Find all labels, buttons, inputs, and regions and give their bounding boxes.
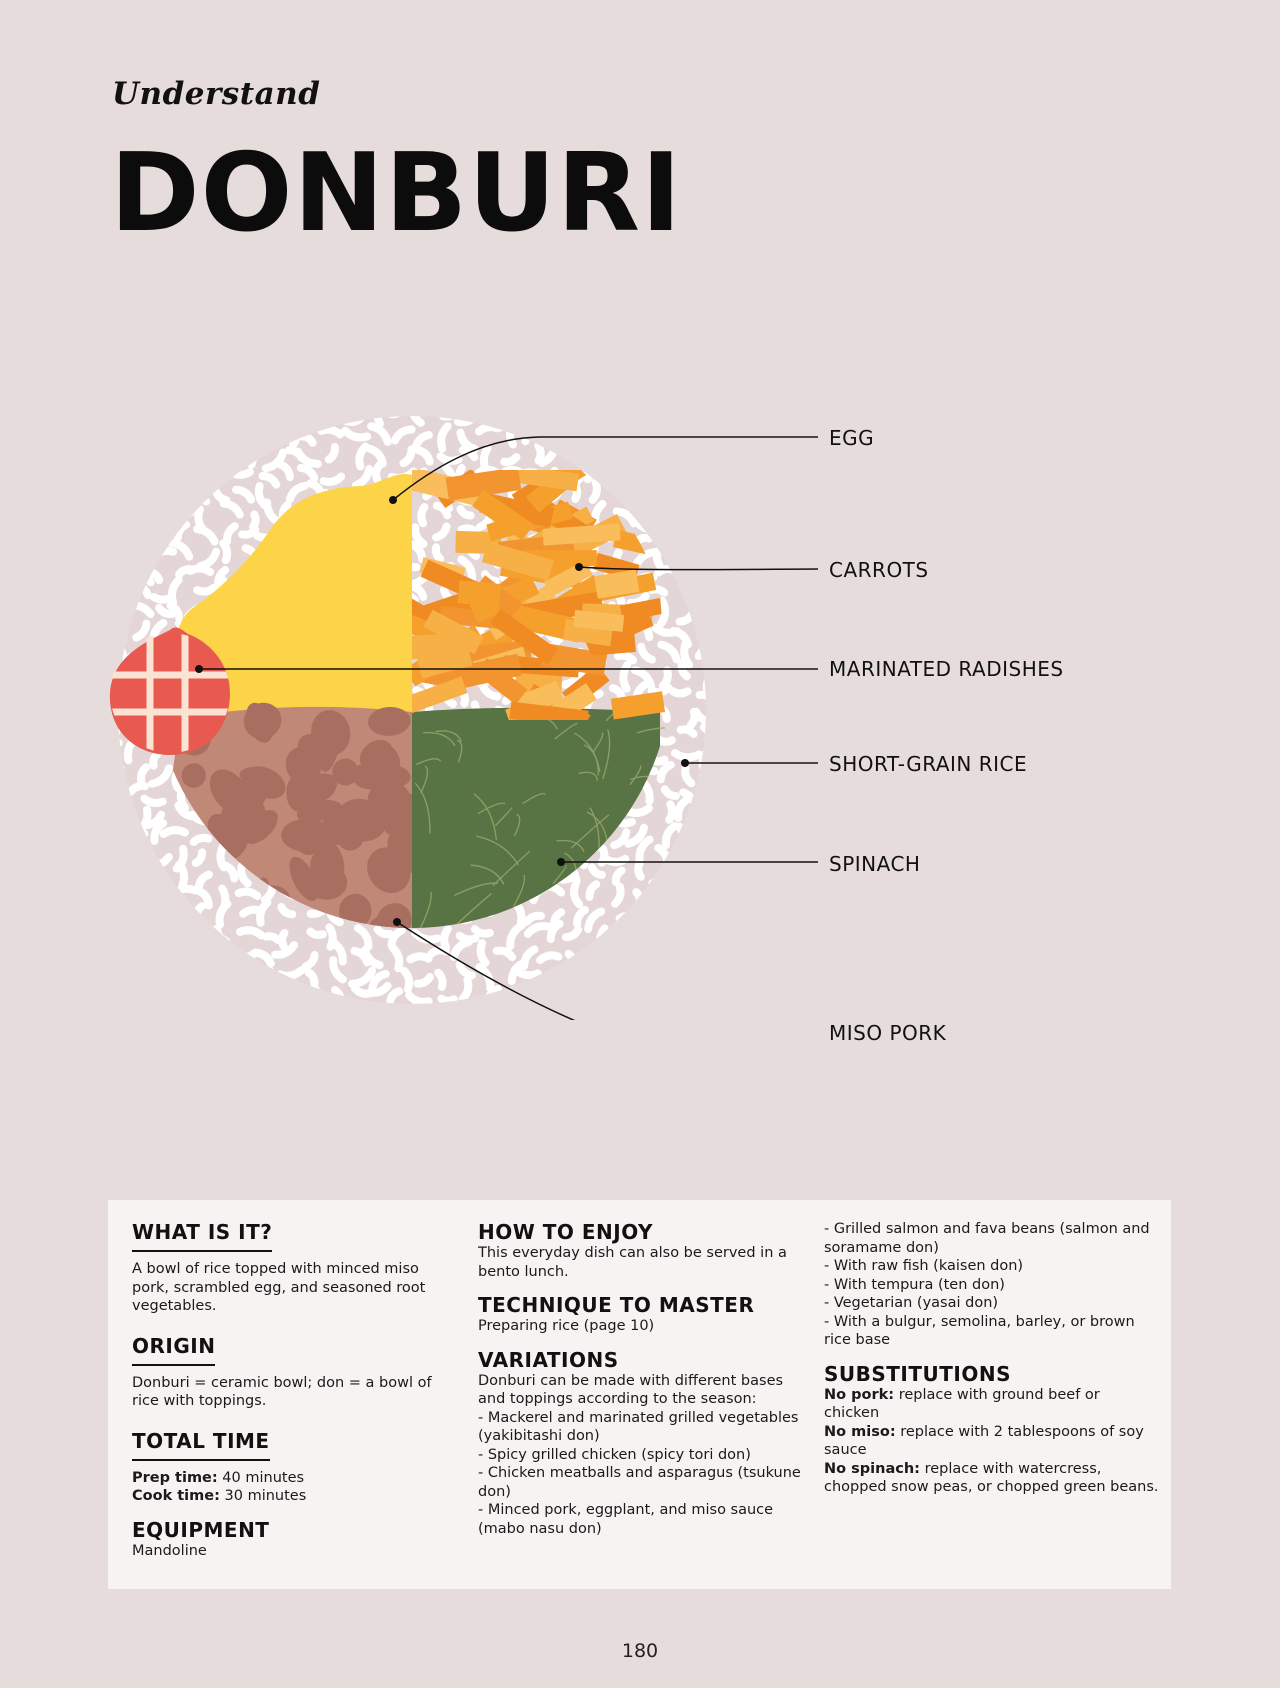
rice-grain xyxy=(710,990,720,998)
rice-grain xyxy=(697,476,708,486)
variations-list-a xyxy=(478,1409,813,1539)
rice-grain xyxy=(629,486,645,497)
variations-list-b xyxy=(824,1220,1159,1350)
rice-grain xyxy=(704,727,713,743)
label-short-grain-rice: SHORT-GRAIN RICE xyxy=(829,752,1028,776)
rice-grain xyxy=(321,430,340,435)
rice-grain xyxy=(221,446,229,458)
rice-grain xyxy=(377,404,381,424)
rice-grain xyxy=(223,944,226,966)
rice-grain xyxy=(551,972,558,983)
rice-grain xyxy=(690,886,695,907)
rice-grain xyxy=(253,514,256,527)
rice-grain xyxy=(633,996,652,1001)
rice-grain xyxy=(576,425,582,438)
rice-grain xyxy=(173,905,183,921)
rice-grain xyxy=(98,985,118,992)
rice-grain xyxy=(593,482,597,500)
rice-grain xyxy=(644,974,651,985)
rice-grain xyxy=(638,864,641,877)
carrot-stick xyxy=(458,580,502,607)
rice-grain xyxy=(592,430,597,441)
rice-grain xyxy=(264,409,271,423)
rice-grain xyxy=(650,975,670,986)
substitution-item: No pork: replace with ground beef or chicken xyxy=(824,1386,1100,1421)
rice-grain xyxy=(569,954,590,962)
rice-grain xyxy=(657,551,660,566)
rice-grain xyxy=(131,473,152,483)
rice-grain xyxy=(552,402,559,417)
rice-grain xyxy=(652,453,664,457)
rice-grain xyxy=(236,431,257,435)
rice-grain xyxy=(175,448,185,456)
rice-grain xyxy=(673,691,688,693)
rice-grain xyxy=(608,972,620,978)
rice-grain xyxy=(678,976,699,983)
rice-grain xyxy=(126,410,146,421)
rice-grain xyxy=(114,836,125,843)
rice-grain xyxy=(678,469,693,472)
rice-grain xyxy=(438,973,442,987)
rice-grain xyxy=(680,536,694,539)
rice-grain xyxy=(315,988,318,1002)
rice-grain xyxy=(612,408,632,421)
page-title: DONBURI xyxy=(110,131,683,256)
rice-grain xyxy=(634,929,644,949)
rice-grain xyxy=(262,428,274,448)
rice-grain xyxy=(683,929,696,932)
rice-grain xyxy=(689,590,699,601)
list-item: - With tempura (ten don) xyxy=(824,1276,1005,1293)
rice-grain xyxy=(128,892,148,897)
rice-grain xyxy=(443,410,460,417)
rice-grain xyxy=(174,426,177,441)
origin-text: Donburi = ceramic bowl; don = a bowl of rice with toppings. xyxy=(132,1374,432,1409)
rice-grain xyxy=(673,554,691,559)
rice-grain xyxy=(161,527,167,543)
rice-grain xyxy=(412,405,420,423)
rice-grain xyxy=(110,732,116,743)
rice-grain xyxy=(703,817,714,822)
rice-grain xyxy=(335,990,341,1004)
rice-grain xyxy=(588,468,605,479)
rice-grain xyxy=(110,612,122,622)
rice-grain xyxy=(143,946,165,956)
technique-text: Preparing rice (page 10) xyxy=(478,1318,655,1334)
rice-grain xyxy=(703,486,719,496)
list-item: - With a bulgur, semolina, barley, or brown rice base xyxy=(824,1313,1135,1348)
substitution-item: No miso: replace with 2 tablespoons of soy sauce xyxy=(824,1423,1144,1458)
rice-grain xyxy=(702,968,708,980)
rice-grain xyxy=(690,994,697,1008)
rice-grain xyxy=(705,833,716,845)
rice-grain xyxy=(122,849,141,856)
rice-grain xyxy=(218,986,222,1004)
rice-grain xyxy=(212,466,223,477)
equipment-heading: EQUIPMENT xyxy=(132,1517,270,1542)
substitutions-heading: SUBSTITUTIONS xyxy=(824,1361,1011,1386)
rice-grain xyxy=(310,932,323,935)
rice-grain xyxy=(282,986,288,999)
rice-grain xyxy=(144,799,162,803)
rice-grain xyxy=(682,446,695,454)
what-text: A bowl of rice topped with minced miso pork, scrambled egg, and seasoned root vegetables. xyxy=(132,1261,426,1314)
rice-grain xyxy=(636,892,640,904)
rice-grain xyxy=(109,411,120,421)
rice-grain xyxy=(156,886,169,898)
rice-grain xyxy=(232,472,250,475)
rice-grain xyxy=(105,768,121,777)
list-item: - Grilled salmon and fava beans (salmon and soramame don) xyxy=(824,1221,1150,1256)
rice-grain xyxy=(441,999,454,1001)
rice-grain xyxy=(151,478,155,500)
enjoy-heading: HOW TO ENJOY xyxy=(478,1220,653,1244)
rice-grain xyxy=(159,966,170,981)
rice-grain xyxy=(701,952,715,958)
rice-grain xyxy=(129,934,133,946)
rice-grain xyxy=(147,468,157,476)
rice-grain xyxy=(611,452,624,458)
rice-grain xyxy=(104,525,117,541)
rice-grain xyxy=(404,971,409,989)
total-time-heading: TOTAL TIME xyxy=(132,1429,270,1461)
rice-grain xyxy=(656,913,677,920)
rice-grain xyxy=(654,491,671,500)
rice-grain xyxy=(444,929,448,947)
rice-grain xyxy=(677,401,683,421)
rice-grain xyxy=(569,404,577,423)
rice-grain xyxy=(170,948,181,960)
section-kicker: Understand xyxy=(112,76,321,112)
rice-grain xyxy=(178,986,185,1008)
rice-grain xyxy=(164,830,185,834)
rice-grain xyxy=(154,872,163,883)
rice-grain xyxy=(152,981,164,999)
rice-grain xyxy=(664,529,666,543)
rice-grain xyxy=(202,951,208,963)
rice-grain xyxy=(110,643,124,658)
rice-grain xyxy=(282,933,284,946)
rice-grain xyxy=(575,455,587,459)
rice-grain xyxy=(124,919,138,922)
rice-grain xyxy=(179,462,187,484)
rice-grain xyxy=(231,953,254,957)
enjoy-text: This everyday dish can also be served in a bento lunch. xyxy=(478,1245,787,1280)
variations-intro: Donburi can be made with different bases and toppings according to the season: xyxy=(478,1372,784,1407)
rice-grain xyxy=(190,568,210,571)
rice-grain xyxy=(538,446,540,461)
rice-grain xyxy=(707,926,713,944)
rice-grain xyxy=(686,908,690,924)
rice-grain xyxy=(236,974,248,979)
rice-grain xyxy=(157,421,162,439)
rice-grain xyxy=(705,904,717,920)
rice-grain xyxy=(157,911,172,920)
rice-grain xyxy=(710,550,719,560)
info-column-2 xyxy=(478,1220,813,1538)
rice-grain xyxy=(135,944,146,963)
rice-grain xyxy=(112,630,123,640)
label-egg: EGG xyxy=(829,426,875,450)
rice-grain xyxy=(158,403,164,424)
rice-grain xyxy=(656,890,659,909)
rice-grain xyxy=(223,543,227,560)
rice-grain xyxy=(104,564,123,575)
rice-grain xyxy=(706,631,715,648)
rice-grain xyxy=(170,931,183,945)
rice-grain xyxy=(153,754,157,766)
rice-grain xyxy=(673,509,687,517)
donburi-illustration xyxy=(0,380,1280,1020)
rice-grain xyxy=(703,577,721,581)
rice-grain xyxy=(115,793,121,808)
rice-grain xyxy=(475,929,490,933)
info-column-1 xyxy=(132,1220,432,1560)
rice-grain xyxy=(616,953,634,966)
rice-grain xyxy=(541,994,556,1006)
rice-grain xyxy=(652,874,672,883)
rice-grain xyxy=(669,804,672,819)
rice-grain xyxy=(239,892,258,896)
rice-grain xyxy=(106,585,111,597)
rice-grain xyxy=(147,930,157,948)
rice-grain xyxy=(210,405,232,414)
rice-grain xyxy=(104,459,117,479)
what-heading: WHAT IS IT? xyxy=(132,1220,272,1252)
label-carrots: CARROTS xyxy=(829,558,929,582)
label-spinach: SPINACH xyxy=(829,852,921,876)
rice-grain xyxy=(138,531,143,544)
rice-grain xyxy=(618,467,634,481)
rice-grain xyxy=(107,942,115,960)
rice-grain xyxy=(179,864,184,885)
rice-grain xyxy=(134,433,142,444)
rice-grain xyxy=(588,418,604,421)
rice-grain xyxy=(680,872,698,883)
rice-grain xyxy=(421,507,424,523)
rice-grain xyxy=(153,452,164,460)
rice-grain xyxy=(620,929,632,937)
rice-grain xyxy=(656,472,671,481)
rice-grain xyxy=(696,849,716,861)
rice-grain xyxy=(536,409,539,429)
rice-grain xyxy=(249,445,253,464)
cook-time: Cook time: 30 minutes xyxy=(132,1488,307,1504)
rice-grain xyxy=(709,432,721,439)
label-marinated-radishes: MARINATED RADISHES xyxy=(829,657,1064,681)
rice-grain xyxy=(323,408,343,419)
rice-grain xyxy=(652,688,669,692)
rice-grain xyxy=(620,916,636,919)
technique-heading: TECHNIQUE TO MASTER xyxy=(478,1293,755,1317)
rice-grain xyxy=(123,976,139,979)
rice-grain xyxy=(191,990,207,1004)
rice-grain xyxy=(263,971,270,987)
rice-grain xyxy=(410,956,428,959)
rice-grain xyxy=(197,588,213,592)
rice-grain xyxy=(700,605,713,617)
rice-grain xyxy=(264,992,278,1000)
rice-grain xyxy=(661,601,665,624)
rice-grain xyxy=(111,490,115,511)
rice-grain xyxy=(707,673,715,688)
list-item: - Chicken meatballs and asparagus (tsukune don) xyxy=(478,1465,801,1500)
rice-grain xyxy=(703,585,709,604)
rice-grain xyxy=(675,753,699,757)
rice-grain xyxy=(111,884,120,900)
rice-grain xyxy=(125,445,144,453)
rice-grain xyxy=(218,965,239,974)
rice-grain xyxy=(105,426,116,432)
rice-grain xyxy=(484,405,486,419)
rice-grain xyxy=(112,975,118,986)
rice-grain xyxy=(118,846,120,860)
rice-grain xyxy=(194,453,201,463)
substitution-item: No spinach: replace with watercress, chopped snow peas, or chopped green beans. xyxy=(824,1460,1159,1495)
rice-grain xyxy=(221,426,232,434)
rice-grain xyxy=(684,495,699,505)
rice-grain xyxy=(110,553,129,558)
rice-grain xyxy=(114,907,119,920)
rice-grain xyxy=(376,465,380,480)
rice-grain xyxy=(194,931,205,938)
rice-grain xyxy=(540,955,558,960)
rice-grain xyxy=(156,512,168,528)
rice-grain xyxy=(635,415,650,424)
rice-grain xyxy=(689,945,695,959)
rice-grain xyxy=(638,954,649,964)
origin-heading: ORIGIN xyxy=(132,1334,215,1366)
rice-grain xyxy=(479,427,497,432)
rice-grain xyxy=(704,787,711,803)
rice-grain xyxy=(591,450,607,453)
rice-grain xyxy=(702,774,715,777)
rice-grain xyxy=(105,814,125,817)
rice-grain xyxy=(617,995,635,998)
rice-grain xyxy=(628,808,649,813)
rice-grain xyxy=(247,989,251,1003)
rice-grain xyxy=(600,928,604,947)
rice-grain xyxy=(293,429,296,445)
rice-grain xyxy=(525,427,540,441)
info-column-3 xyxy=(824,1220,1159,1497)
list-item: - Spicy grilled chicken (spicy tori don) xyxy=(478,1446,751,1463)
rice-grain xyxy=(687,424,696,438)
rice-grain xyxy=(204,425,210,435)
rice-grain xyxy=(665,952,673,969)
rice-grain xyxy=(594,949,596,961)
rice-grain xyxy=(690,564,696,582)
equipment-text: Mandoline xyxy=(132,1542,207,1559)
rice-grain xyxy=(194,838,209,842)
rice-grain xyxy=(194,499,206,501)
rice-grain xyxy=(481,943,486,963)
rice-grain xyxy=(630,474,647,483)
rice-grain xyxy=(116,864,121,884)
rice-grain xyxy=(699,644,719,656)
rice-grain xyxy=(635,906,650,914)
rice-grain xyxy=(616,484,622,497)
rice-grain xyxy=(637,538,649,541)
rice-grain xyxy=(618,656,633,661)
rice-grain xyxy=(655,925,662,939)
rice-grain xyxy=(569,973,589,982)
rice-grain xyxy=(681,729,694,734)
rice-grain xyxy=(696,875,717,878)
list-item: - Mackerel and marinated grilled vegetables (yakibitashi don) xyxy=(478,1409,799,1444)
page-number: 180 xyxy=(621,1640,659,1662)
rice-grain xyxy=(130,827,144,834)
rice-grain xyxy=(279,418,293,423)
list-item: - Minced pork, eggplant, and miso sauce (mabo nasu don) xyxy=(478,1502,774,1537)
rice-grain xyxy=(663,510,672,529)
rice-grain xyxy=(197,408,214,415)
rice-grain xyxy=(590,972,606,988)
rice-grain xyxy=(135,575,151,582)
rice-grain xyxy=(510,423,513,444)
rice-grain xyxy=(105,512,117,518)
rice-grain xyxy=(135,507,143,527)
rice-grain xyxy=(235,412,249,416)
variations-heading: VARIATIONS xyxy=(478,1347,619,1372)
rice-grain xyxy=(131,988,151,998)
label-miso-pork: MISO PORK xyxy=(829,1021,947,1045)
rice-grain xyxy=(346,418,361,422)
rice-grain xyxy=(681,851,692,866)
rice-grain xyxy=(664,983,673,997)
list-item: - With raw fish (kaisen don) xyxy=(824,1258,1024,1274)
rice-grain xyxy=(638,457,651,459)
rice-grain xyxy=(712,509,716,522)
rice-grain xyxy=(593,989,606,992)
rice-grain xyxy=(703,535,720,545)
prep-time: Prep time: 40 minutes xyxy=(132,1469,305,1486)
rice-grain xyxy=(123,870,138,883)
rice-grain xyxy=(500,409,515,427)
rice-grain xyxy=(680,827,692,838)
rice-grain xyxy=(99,743,119,756)
rice-grain xyxy=(176,410,191,412)
rice-grain xyxy=(200,461,209,480)
rice-grain xyxy=(104,932,122,945)
rice-grain xyxy=(703,749,710,768)
rice-grain xyxy=(199,974,221,979)
rice-grain xyxy=(436,547,440,559)
rice-grain xyxy=(700,891,704,908)
list-item: - Vegetarian (yasai don) xyxy=(824,1295,999,1311)
rice-grain xyxy=(135,488,142,499)
rice-grain xyxy=(107,447,122,457)
rice-grain xyxy=(697,453,719,460)
rice-grain xyxy=(654,414,666,423)
rice-grain xyxy=(176,487,190,490)
rice-grain xyxy=(129,546,134,558)
rice-grain xyxy=(308,404,320,421)
rice-grain xyxy=(710,409,715,431)
rice-grain xyxy=(266,936,278,940)
rice-grain xyxy=(390,410,402,414)
rice-grain xyxy=(163,976,186,980)
info-panel xyxy=(108,1200,1171,1589)
rice-grain xyxy=(458,416,474,422)
rice-grain xyxy=(563,980,577,998)
